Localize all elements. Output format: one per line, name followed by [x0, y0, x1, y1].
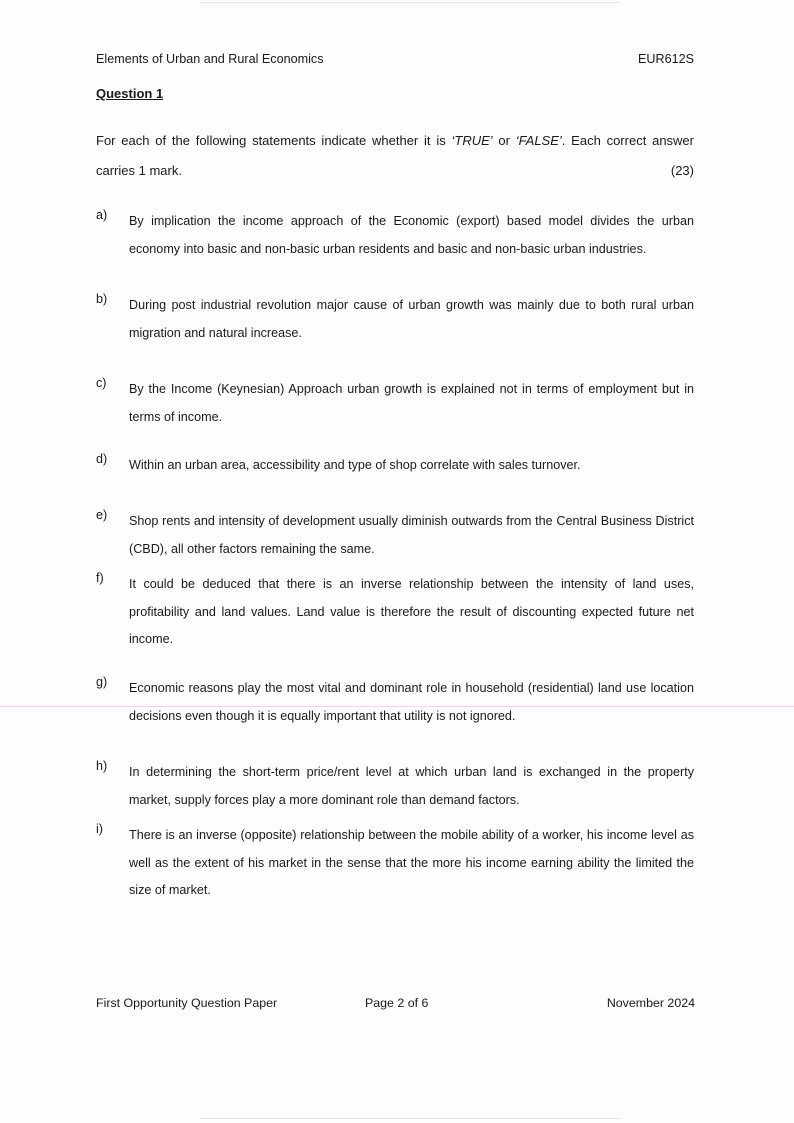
item-label: d) — [96, 452, 108, 466]
false-word: ‘FALSE’ — [515, 133, 562, 148]
statement-e — [96, 508, 694, 563]
item-text: By the Income (Keynesian) Approach urban growth is explained not in terms of employment but in terms of income. — [129, 382, 694, 424]
item-text: Shop rents and intensity of development usually diminish outwards from the Central Business District (CBD), all other factors remaining the same. — [129, 514, 694, 556]
true-word: ‘TRUE’ — [451, 133, 493, 148]
item-text: During post industrial revolution major cause of urban growth was mainly due to both rural urban migration and natural increase. — [129, 298, 694, 340]
or-word: or — [492, 133, 516, 148]
item-text: There is an inverse (opposite) relationship between the mobile ability of a worker, his income level as well as the extent of his market in the sense that the more his income earning ability the limited the size of market. — [129, 828, 694, 897]
item-label: f) — [96, 571, 104, 585]
statement-d — [96, 452, 694, 480]
item-text: Economic reasons play the most vital and dominant role in household (residential) land use location decisions even though it is equally important that utility is not ignored. — [129, 681, 694, 723]
course-title: Elements of Urban and Rural Economics — [96, 52, 324, 66]
statement-h — [96, 759, 694, 814]
item-text: In determining the short-term price/rent level at which urban land is exchanged in the property market, supply forces play a more dominant role than demand factors. — [129, 765, 694, 807]
statement-c — [96, 376, 694, 431]
item-label: i) — [96, 822, 103, 836]
footer-paper-type: First Opportunity Question Paper — [96, 996, 278, 1010]
instruction-text: For each of the following statements indicate whether it is — [96, 133, 452, 148]
item-text: By implication the income approach of the Economic (export) based model divides the urban economy into basic and non-basic urban residents and basic and non-basic urban industries. — [129, 214, 694, 256]
statement-i — [96, 822, 694, 905]
item-label: a) — [96, 208, 108, 222]
item-label: g) — [96, 675, 108, 689]
item-label: c) — [96, 376, 107, 390]
statement-g — [96, 675, 694, 730]
footer-page-number: Page 2 of 6 — [365, 996, 429, 1010]
item-text: Within an urban area, accessibility and type of shop correlate with sales turnover. — [129, 458, 581, 472]
statement-a — [96, 208, 694, 263]
scan-edge-bottom — [200, 1118, 620, 1119]
item-label: e) — [96, 508, 108, 522]
footer-date: November 2024 — [606, 996, 695, 1010]
scan-edge-top — [200, 2, 620, 3]
question-title: Question 1 — [96, 86, 164, 101]
course-code: EUR612S — [637, 52, 694, 66]
statement-f — [96, 571, 694, 654]
item-label: b) — [96, 292, 108, 306]
item-label: h) — [96, 759, 108, 773]
instructions — [96, 126, 694, 186]
instruction-text-end: . Each correct answer carries 1 mark. — [96, 133, 694, 178]
statement-b — [96, 292, 694, 347]
item-text: It could be deduced that there is an inverse relationship between the intensity of land uses, profitability and land values. Land value is therefore the result of discounting expected future net income. — [129, 577, 694, 646]
marks: (23) — [670, 163, 694, 178]
